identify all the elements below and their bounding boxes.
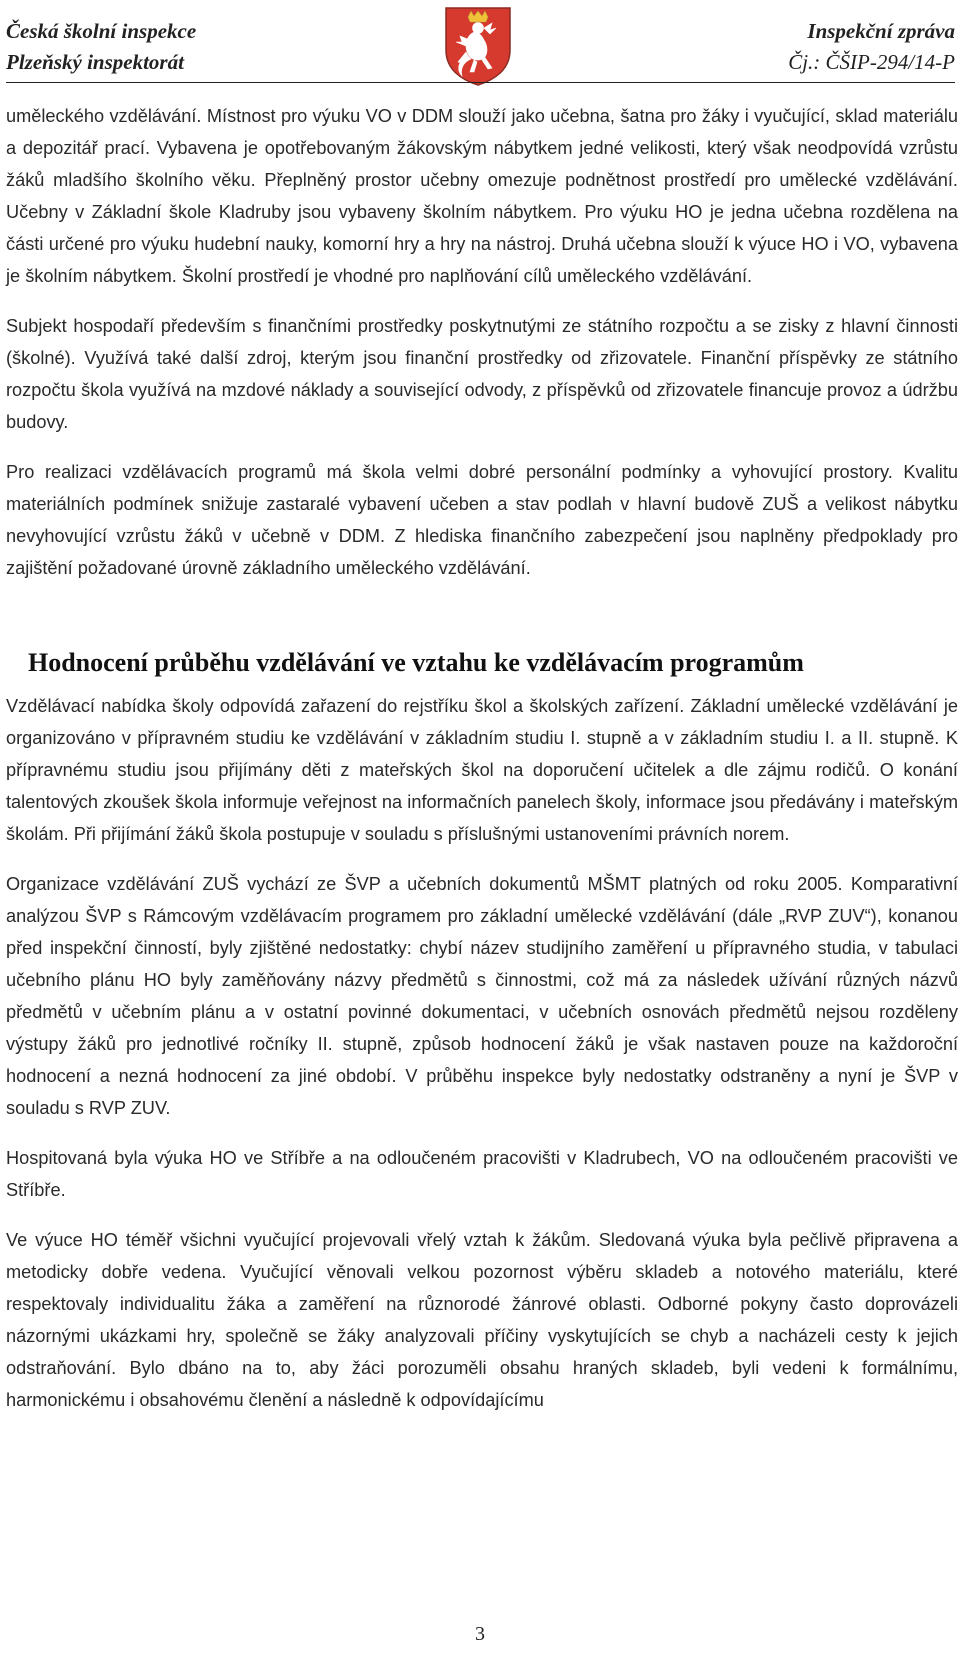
paragraph: Organizace vzdělávání ZUŠ vychází ze ŠVP a učebních dokumentů MŠMT platných od roku 2005. Komparativní analýzou ŠVP s Rámcovým vzdělávacím programem pro základní umělecké vzdělávání (dále „RVP ZUV“), konanou před inspekční činností, byly zjištěné nedostatky: chybí název studijního zaměření u přípravného studia, v tabulaci učebního plánu HO byly zaměňovány názvy předmětů s činnostmi, což má za následek užívání různých názvů předmětů v učebním plánu a v ostatní povinné dokumentaci, v učebních osnovách předmětů nejsou rozděleny výstupy žáků pro jednotlivé ročníky II. stupně, způsob hodnocení žáků je však nastaven pouze na každoroční hodnocení a nezná hodnocení za jiné období. V průběhu inspekce byly nedostatky odstraněny a nyní je ŠVP v souladu s RVP ZUV. [6, 874, 958, 1118]
header-left [6, 16, 196, 78]
section-heading: Hodnocení průběhu vzdělávání ve vztahu ke vzdělávacím programům [28, 648, 804, 677]
paragraph: Vzdělávací nabídka školy odpovídá zařazení do rejstříku škol a školských zařízení. Základní umělecké vzdělávání je organizováno v přípravném studiu ke vzdělávání v základním studiu I. stupně a v základním studiu I. a II. stupně. K přípravnému studiu jsou přijímány děti z mateřských škol na doporučení učitelek a dle zájmu rodičů. O konání talentových zkoušek škola informuje veřejnost na informačních panelech školy, informace jsou předávány i mateřským školám. Při přijímání žáků škola postupuje v souladu s příslušnými ustanoveními právních norem. [6, 696, 958, 844]
page-number: 3 [475, 1623, 485, 1645]
czech-coat-of-arms-icon [444, 6, 512, 86]
header-divider [6, 82, 955, 83]
document-type: Inspekční zpráva [807, 19, 955, 43]
paragraph: uměleckého vzdělávání. Místnost pro výuku VO v DDM slouží jako učebna, šatna pro žáky i vyučující, sklad materiálu a depozitář prací. Vybavena je opotřebovaným žákovským nábytkem jedné velikosti, který však neodpovídá vzrůstu žáků mladšího školního věku. Přeplněný prostor učebny omezuje podnětnost prostředí pro umělecké vzdělávání. Učebny v Základní škole Kladruby jsou vybaveny školním nábytkem. Pro výuku HO je jedna učebna rozdělena na části určené pro výuku hudební nauky, komorní hry a hry na nástroj. Druhá učebna slouží k výuce HO i VO, vybavena je školním nábytkem. Školní prostředí je vhodné pro naplňování cílů uměleckého vzdělávání. [6, 106, 958, 286]
inspectorate-name: Plzeňský inspektorát [6, 50, 184, 74]
paragraph: Hospitovaná byla výuka HO ve Stříbře a na odloučeném pracovišti v Kladrubech, VO na odloučeném pracovišti ve Stříbře. [6, 1148, 958, 1200]
org-name: Česká školní inspekce [6, 19, 197, 43]
document-body [6, 100, 958, 1434]
paragraph: Pro realizaci vzdělávacích programů má škola velmi dobré personální podmínky a vyhovující prostory. Kvalitu materiálních podmínek snižuje zastaralé vybavení učeben a stav podlah v hlavní budově ZUŠ a velikost nábytku nevyhovující vzrůstu žáků v učebně v DDM. Z hlediska finančního zabezpečení jsou naplněny předpoklady pro zajištění požadované úrovně základního uměleckého vzdělávání. [6, 462, 958, 578]
header-right [788, 16, 955, 78]
paragraph: Subjekt hospodaří především s finančními prostředky poskytnutými ze státního rozpočtu a se zisky z hlavní činnosti (školné). Využívá také další zdroj, kterým jsou finanční prostředky od zřizovatele. Finanční příspěvky ze státního rozpočtu škola využívá na mzdové náklady a související odvody, z příspěvků od zřizovatele financuje provoz a údržbu budovy. [6, 316, 958, 432]
reference-number: Čj.: ČŠIP-294/14-P [788, 50, 955, 74]
paragraph: Ve výuce HO téměř všichni vyučující projevovali vřelý vztah k žákům. Sledovaná výuka byla pečlivě připravena a metodicky dobře vedena. Vyučující věnovali velkou pozornost výběru skladeb a notového materiálu, které respektovaly individualitu žáka a zaměření na různorodé žánrové oblasti. Odborné pokyny často doprovázeli názornými ukázkami hry, společně se žáky analyzovali příčiny vyskytujících se chyb a nacházeli cesty k jejich odstraňování. Bylo dbáno na to, aby žáci porozuměli obsahu hraných skladeb, byli vedeni k formálnímu, harmonickému i obsahovému členění a následně k odpovídajícímu [6, 1230, 958, 1410]
